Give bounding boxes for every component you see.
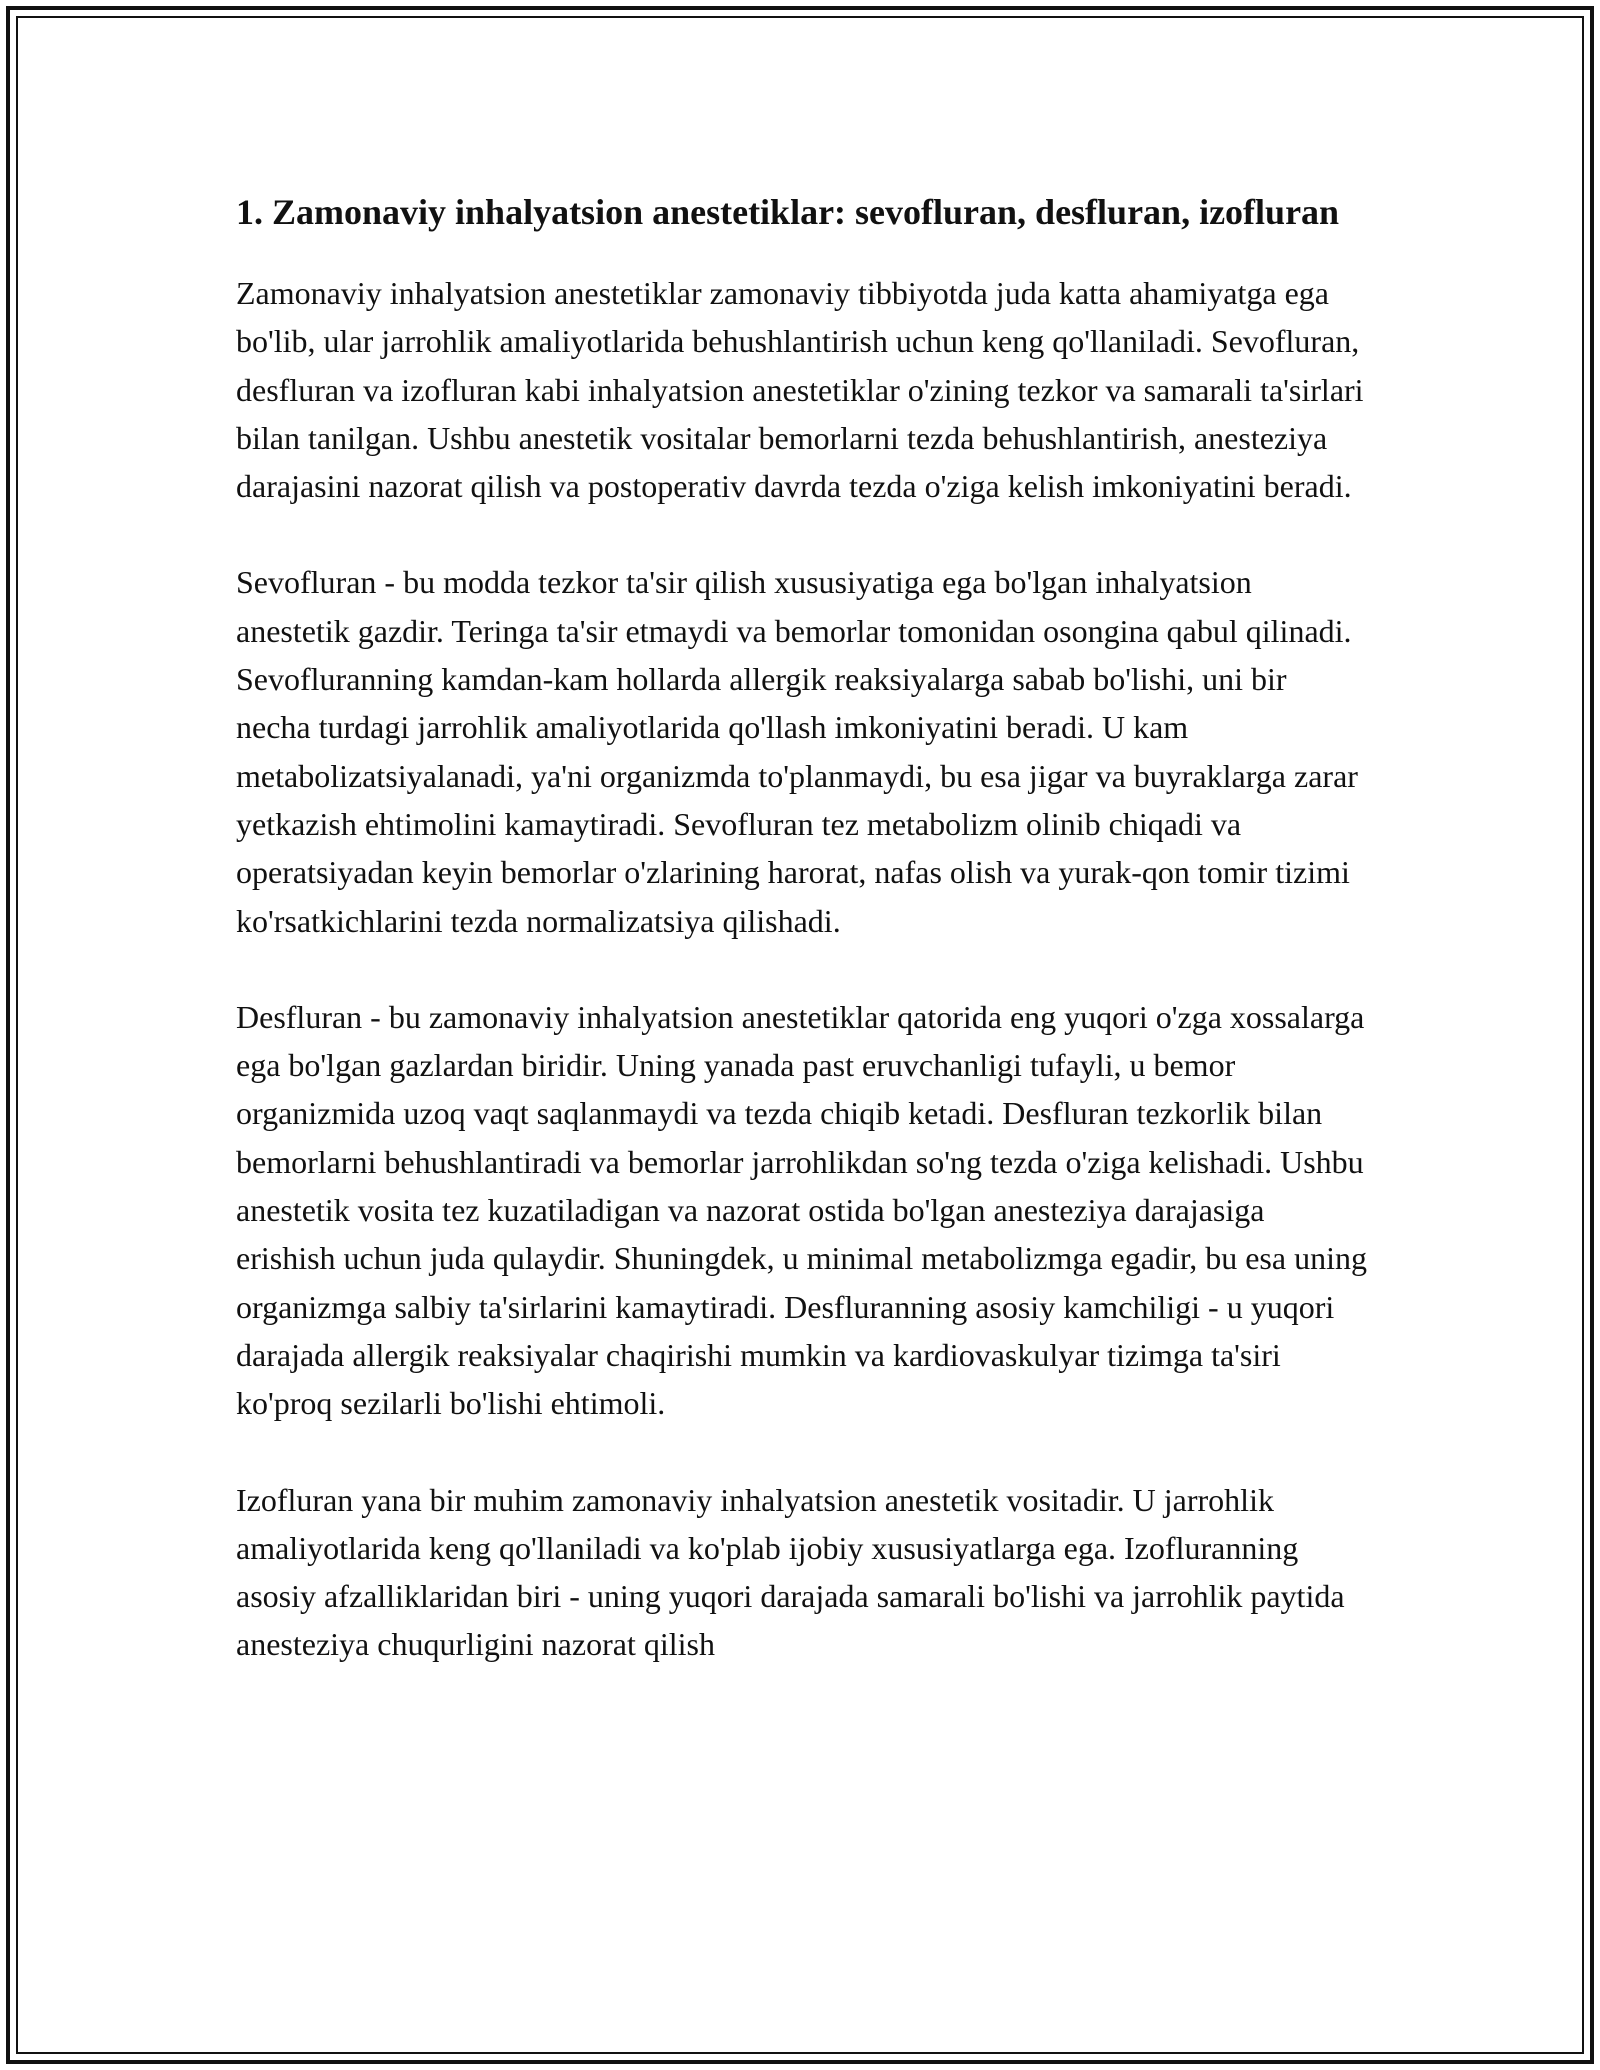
paragraph-intro: Zamonaviy inhalyatsion anestetiklar zamonaviy tibbiyotda juda katta ahamiyatga ega bo'lib, ular jarrohlik amaliyotlarida behushlantirish uchun keng qo'llaniladi. Sevofluran, desfluran va izofluran kabi inhalyatsion anestetiklar o'zining tezkor va samarali ta'sirlari bilan tanilgan. Ushbu anestetik vositalar bemorlarni tezda behushlantirish, anesteziya darajasini nazorat qilish va postoperativ davrda tezda o'ziga kelish imkoniyatini beradi.: [236, 275, 1364, 505]
paragraph-izofluran: Izofluran yana bir muhim zamonaviy inhalyatsion anestetik vositadir. U jarrohlik amaliyotlarida keng qo'llaniladi va ko'plab ijobiy xususiyatlarga ega. Izofluranning asosiy afzalliklaridan biri - uning yuqori darajada samarali bo'lishi va jarrohlik paytida anesteziya chuqurligini nazorat qilish: [236, 1481, 1345, 1663]
paragraph-sevofluran: Sevofluran - bu modda tezkor ta'sir qilish xususiyatiga ega bo'lgan inhalyatsion anestetik gazdir. Teringa ta'sir etmaydi va bemorlar tomonidan osongina qabul qilinadi. Sevofluranning kamdan-kam hollarda allergik reaksiyalarga sabab bo'lishi, uni bir necha turdagi jarrohlik amaliyotlarida qo'llash imkoniyatini beradi. U kam metabolizatsiyalanadi, ya'ni organizmda to'planmaydi, bu esa jigar va buyraklarga zarar yetkazish ehtimolini kamaytiradi. Sevofluran tez metabolizm olinib chiqadi va operatsiyadan keyin bemorlar o'zlarining harorat, nafas olish va yurak-qon tomir tizimi ko'rsatkichlarini tezda normalizatsiya qilishadi.: [236, 564, 1358, 939]
document-body: [236, 186, 1368, 1717]
document-title: 1. Zamonaviy inhalyatsion anestetiklar: sevofluran, desfluran, izofluran: [236, 192, 1340, 232]
paragraph-desfluran: Desfluran - bu zamonaviy inhalyatsion anestetiklar qatorida eng yuqori o'zga xossalarga ega bo'lgan gazlardan biridir. Uning yanada past eruvchanligi tufayli, u bemor organizmida uzoq vaqt saqlanmaydi va tezda chiqib ketadi. Desfluran tezkorlik bilan bemorlarni behushlantiradi va bemorlar jarrohlikdan so'ng tezda o'ziga kelishadi. Ushbu anestetik vosita tez kuzatiladigan va nazorat ostida bo'lgan anesteziya darajasiga erishish uchun juda qulaydir. Shuningdek, u minimal metabolizmga egadir, bu esa uning organizmga salbiy ta'sirlarini kamaytiradi. Desfluranning asosiy kamchiligi - u yuqori darajada allergik reaksiyalar chaqirishi mumkin va kardiovaskulyar tizimga ta'siri ko'proq sezilarli bo'lishi ehtimoli.: [236, 998, 1367, 1422]
